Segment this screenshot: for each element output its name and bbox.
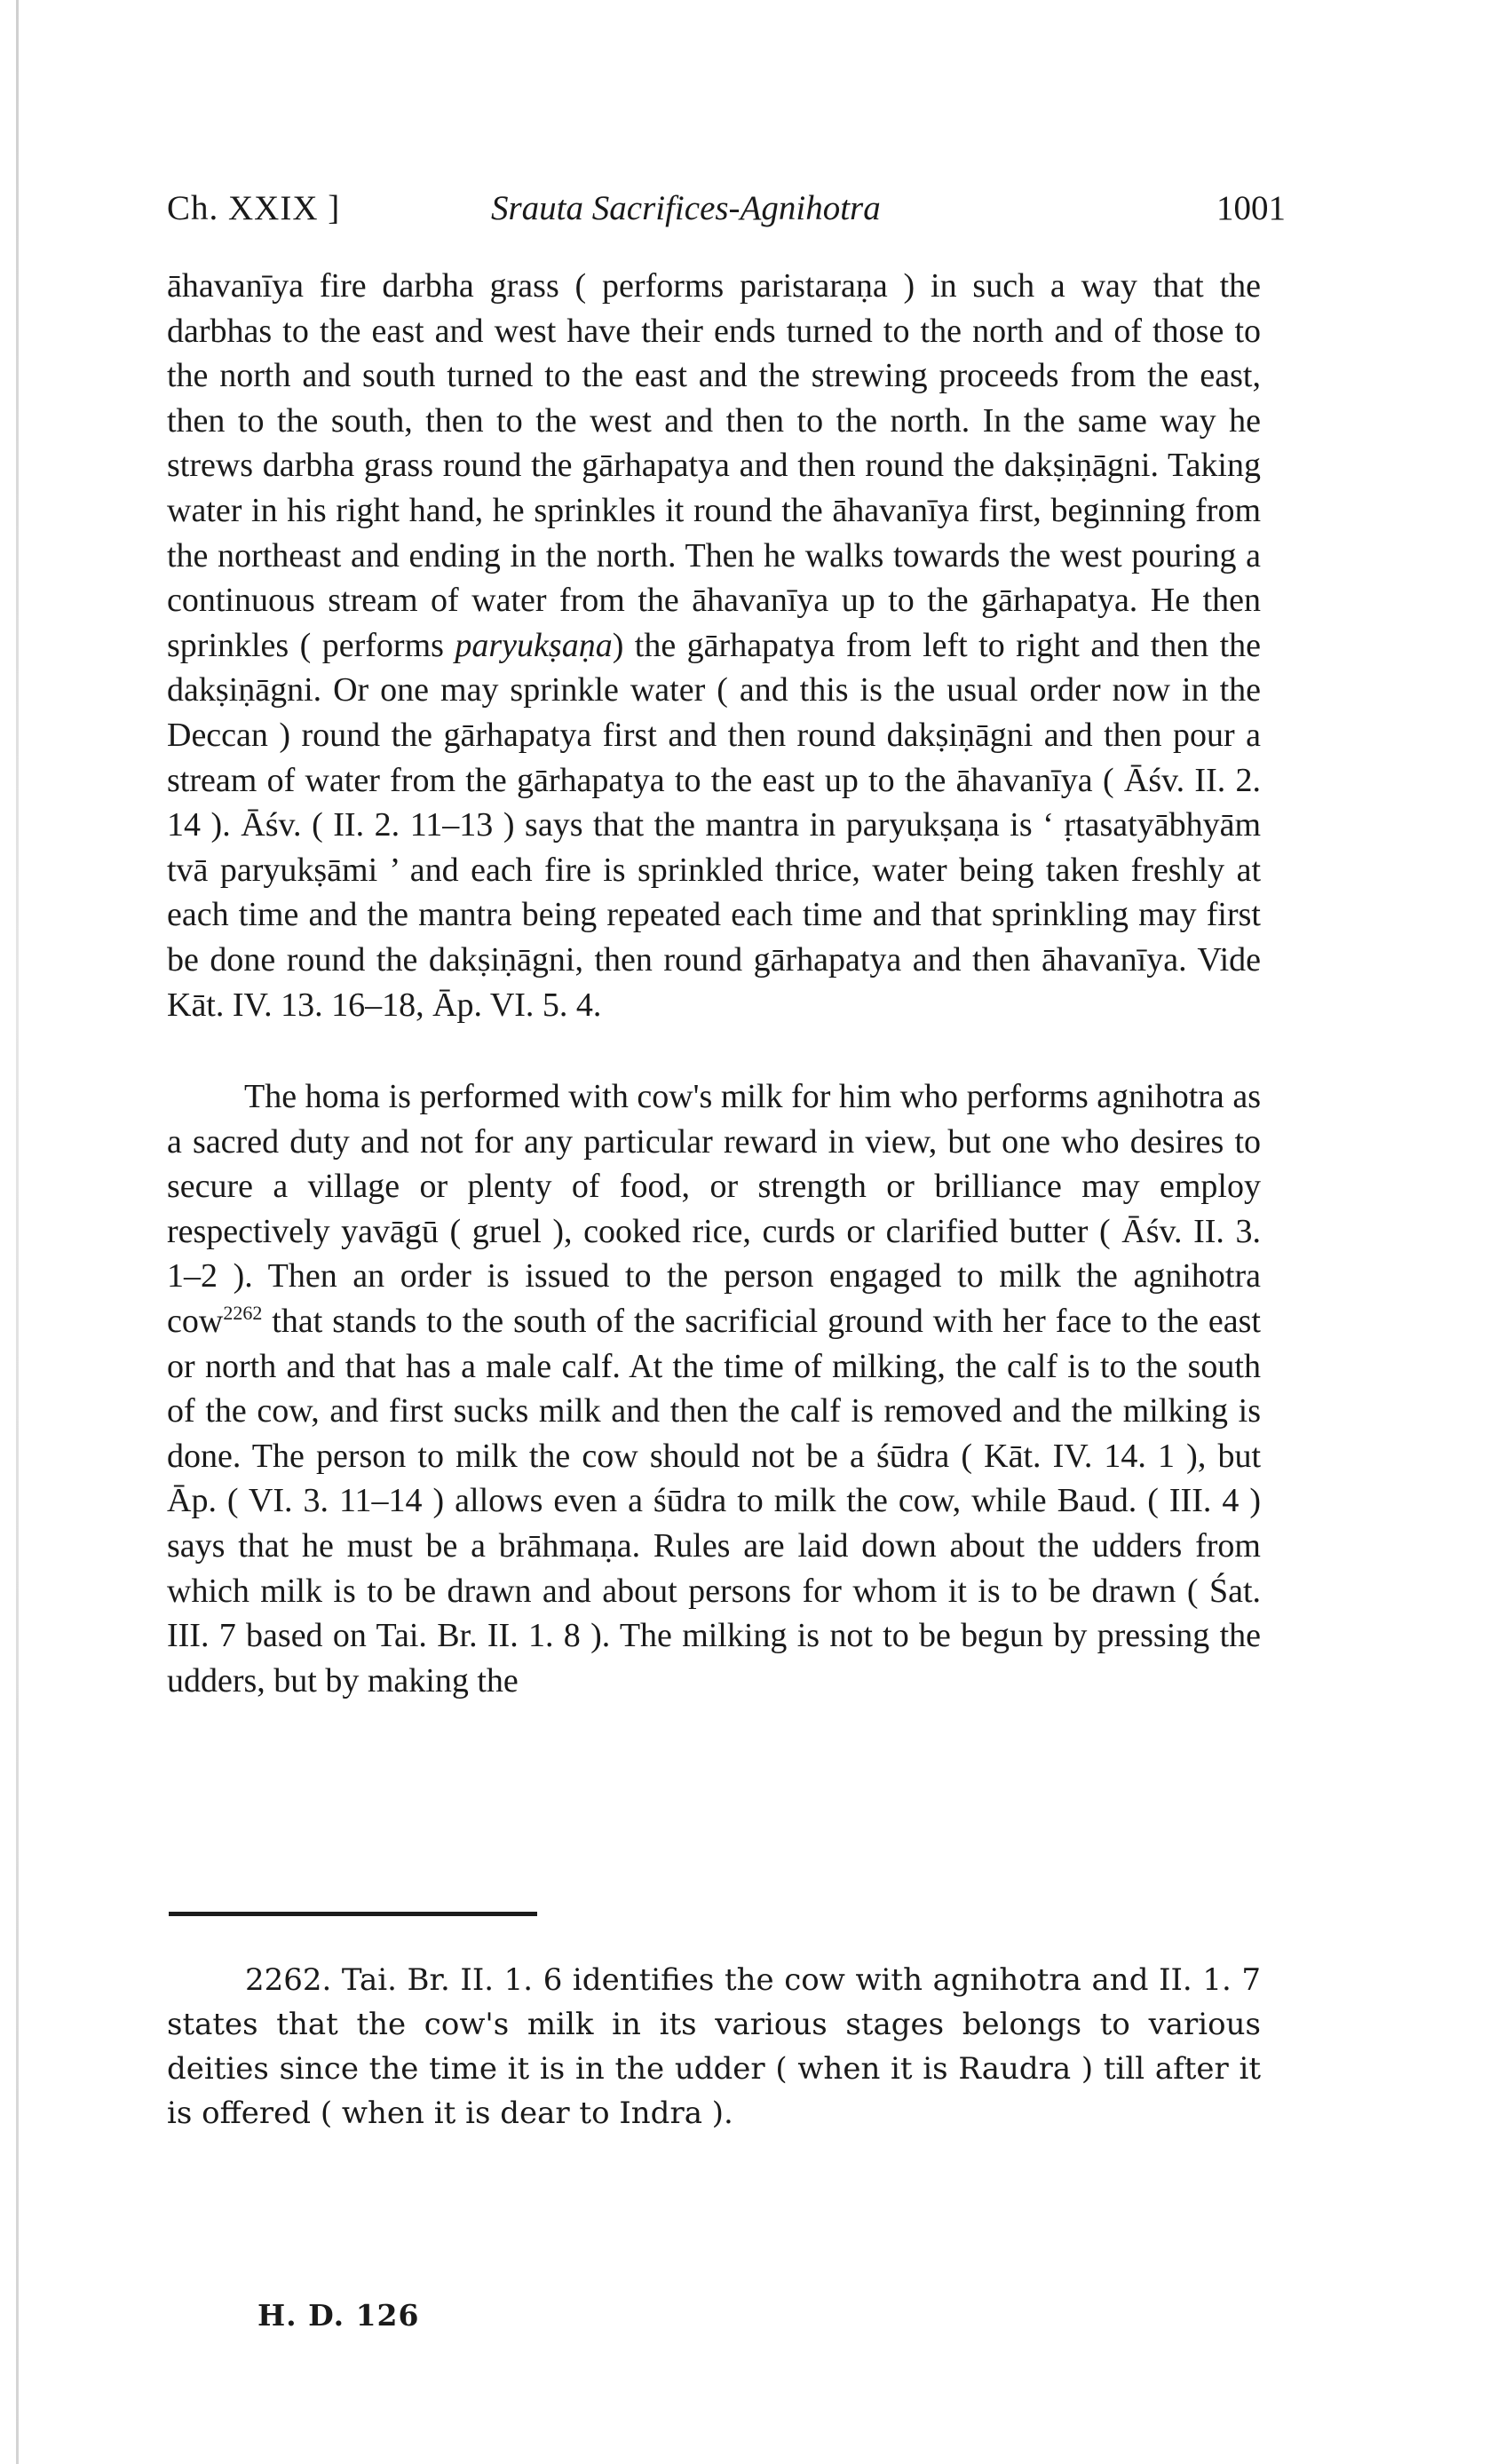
footnote bbox=[167, 1958, 1261, 2135]
body-text bbox=[167, 264, 1261, 1703]
paragraph-2-text: The homa is performed with cow's milk for him who performs agnihotra as a sacred duty and not for any particular reward in view, but one who desires to secure a village or plenty of food, or strength or brilliance may employ respectively yavāgū ( gruel ), cooked rice, curds or clarified butter ( Āśv. II. 3. 1–2 ). Then an order is issued to the person engaged to milk the agnihotra cow bbox=[167, 1078, 1261, 1341]
footnote-2262: 2262. Tai. Br. II. 1. 6 identifies the cow with agnihotra and II. 1. 7 states that the cow's milk in its various stages belongs to various deities since the time it is in the udder ( when it is Raudra ) till after it is offered ( when it is dear to Indra ). bbox=[167, 1962, 1261, 2131]
page-number: 1001 bbox=[1216, 189, 1286, 227]
scan-edge-line bbox=[16, 0, 19, 2464]
footnote-reference[interactable]: 2262 bbox=[223, 1302, 263, 1325]
chapter-label: Ch. XXIX ] bbox=[167, 189, 341, 227]
paragraph-1 bbox=[167, 264, 1261, 1027]
paragraph-1-continued: ) the gārhapatya from left to right and then the dakṣiṇāgni. Or one may sprinkle water ( and this is the usual order now in the Deccan ) round the gārhapatya first and then round dakṣiṇāgni and then pour a stream of water from the gārhapatya to the east up to the āhavanīya ( Āśv. II. 2. 14 ). Āśv. ( II. 2. 11–13 ) says that the mantra in paryukṣaṇa is ‘ ṛtasatyābhyām tvā paryukṣāmi ’ and each fire is sprinkled thrice, water being taken freshly at each time and the mantra being repeated each time and that sprinkling may first be done round the dakṣiṇāgni, then round gārhapatya and then āhavanīya. Vide Kāt. IV. 13. 16–18, Āp. VI. 5. 4. bbox=[167, 626, 1261, 1024]
running-title: Srauta Sacrifices-Agnihotra bbox=[491, 189, 881, 227]
paragraph-2-continued: that stands to the south of the sacrificial ground with her face to the east or north and that has a male calf. At the time of milking, the calf is to the south of the cow, and first sucks milk and then the calf is removed and the milking is done. The person to milk the cow should not be a śūdra ( Kāt. IV. 14. 1 ), but Āp. ( VI. 3. 11–14 ) allows even a śūdra to milk the cow, while Baud. ( III. 4 ) says that he must be a brāhmaṇa. Rules are laid down about the udders from which milk is to be drawn and about persons for whom it is to be drawn ( Śat. III. 7 based on Tai. Br. II. 1. 8 ). The milking is not to be begun by pressing the udders, but by making the bbox=[167, 1303, 1261, 1699]
signature-mark: H. D. 126 bbox=[257, 2298, 420, 2333]
paryuksana-term: paryukṣaṇa bbox=[455, 626, 613, 664]
footnote-divider bbox=[169, 1912, 537, 1916]
paragraph-1-text: āhavanīya fire darbha grass ( performs paristaraṇa ) in such a way that the darbhas to the east and west have their ends turned to the north and of those to the north and south turned to the east and the strewing proceeds from the east, then to the south, then to the west and then to the north. In the same way he strews darbha grass round the gārhapatya and then round the dakṣiṇāgni. Taking water in his right hand, he sprinkles it round the āhavanīya first, beginning from the northeast and ending in the north. Then he walks towards the west pouring a continuous stream of water from the āhavanīya up to the gārhapatya. He then sprinkles ( performs bbox=[167, 267, 1261, 664]
paragraph-2 bbox=[167, 1074, 1261, 1703]
running-header bbox=[167, 182, 1286, 235]
